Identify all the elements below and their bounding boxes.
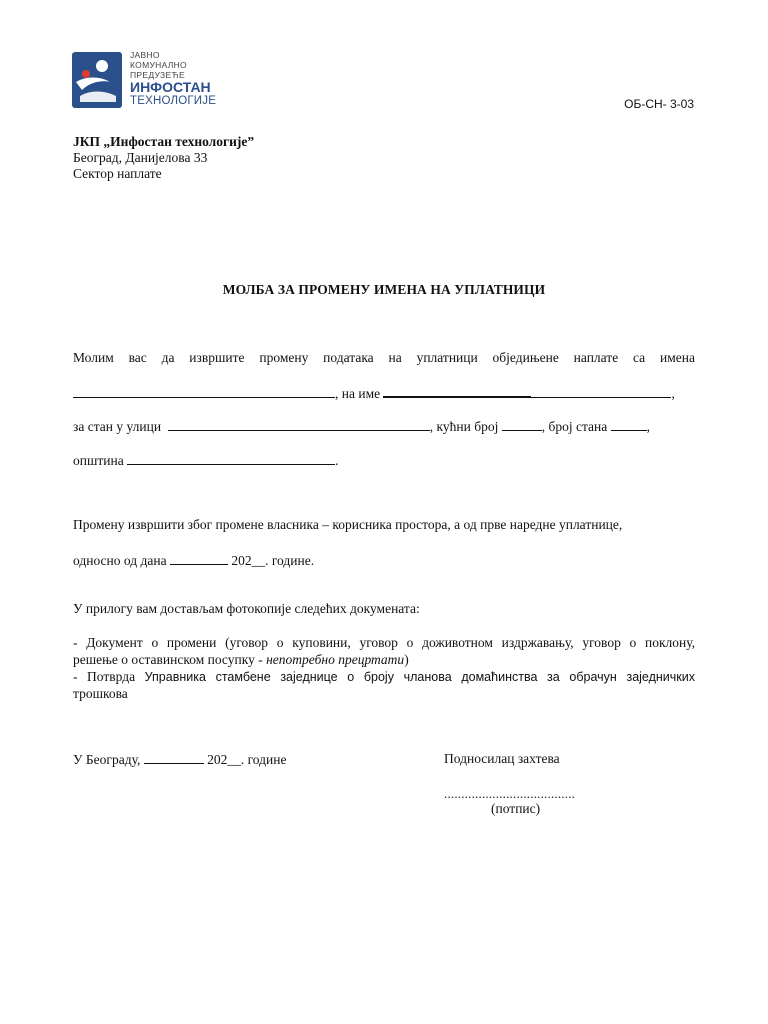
applicant-label: Подносилац захтева <box>444 751 560 766</box>
logo-brand: ИНФОСТАН <box>130 79 211 95</box>
signature-field[interactable]: ...................................... <box>444 786 576 801</box>
form-code: ОБ-СН- 3-03 <box>624 97 694 111</box>
place-date-line: У Београду, 202__. године <box>73 752 287 767</box>
street-field[interactable] <box>168 418 430 431</box>
date-field[interactable] <box>170 552 228 565</box>
house-number-field[interactable] <box>502 418 542 431</box>
infostan-logo-icon <box>72 52 124 110</box>
municipality-line: општина . <box>73 453 339 468</box>
address-org: ЈКП „Инфостан технологије” <box>73 134 255 149</box>
name-line: , на име , <box>73 384 695 402</box>
address-dept: Сектор наплате <box>73 166 162 181</box>
attachment-item-2-line-1: - Потврда Управника стамбене заједнице о броју чланова домаћинства за обрачун заједничких <box>73 669 695 684</box>
apartment-number-field[interactable] <box>611 418 647 431</box>
address-block <box>73 134 254 182</box>
infostan-logo <box>72 50 232 110</box>
attachment-item-1-line-2: решење о оставинском посупку - непотребно прецртати) <box>73 652 409 667</box>
page-title: МОЛБА ЗА ПРОМЕНУ ИМЕНА НА УПЛАТНИЦИ <box>222 282 546 297</box>
signature-label: (потпис) <box>491 801 541 816</box>
old-name-field[interactable] <box>73 385 335 398</box>
logo-line-2: КОМУНАЛНО <box>130 60 187 70</box>
address-line: за стан у улици , кућни број , број стана , <box>73 419 650 434</box>
new-name-field-2[interactable] <box>531 385 671 398</box>
new-name-field-1[interactable] <box>383 384 531 398</box>
attachments-intro: У прилогу вам достављам фотокопије следећих докумената: <box>73 601 420 616</box>
date-line: односно од дана 202__. године. <box>73 553 315 568</box>
logo-line-1: ЈАВНО <box>130 50 160 60</box>
logo-subbrand: ТЕХНОЛОГИЈЕ <box>130 95 217 107</box>
municipality-field[interactable] <box>127 452 335 465</box>
request-line-1: Молим вас да извршите промену података на уплатници обједињене наплате са имена <box>73 350 695 365</box>
strike-note: непотребно прецртати <box>266 652 405 667</box>
attachment-item-2-line-2: трошкова <box>73 686 128 701</box>
logo-line-3: ПРЕДУЗЕЋЕ <box>130 70 185 80</box>
address-street: Београд, Данијелова 33 <box>73 150 208 165</box>
signature-date-field[interactable] <box>144 751 204 764</box>
reason-line: Промену извршити због промене власника – корисника простора, а од прве наредне уплатнице, <box>73 517 623 532</box>
attachment-item-1-line-1: - Документ о промени (уговор о куповини, уговор о доживотном издржавању, уговор о поклону, <box>73 635 695 650</box>
